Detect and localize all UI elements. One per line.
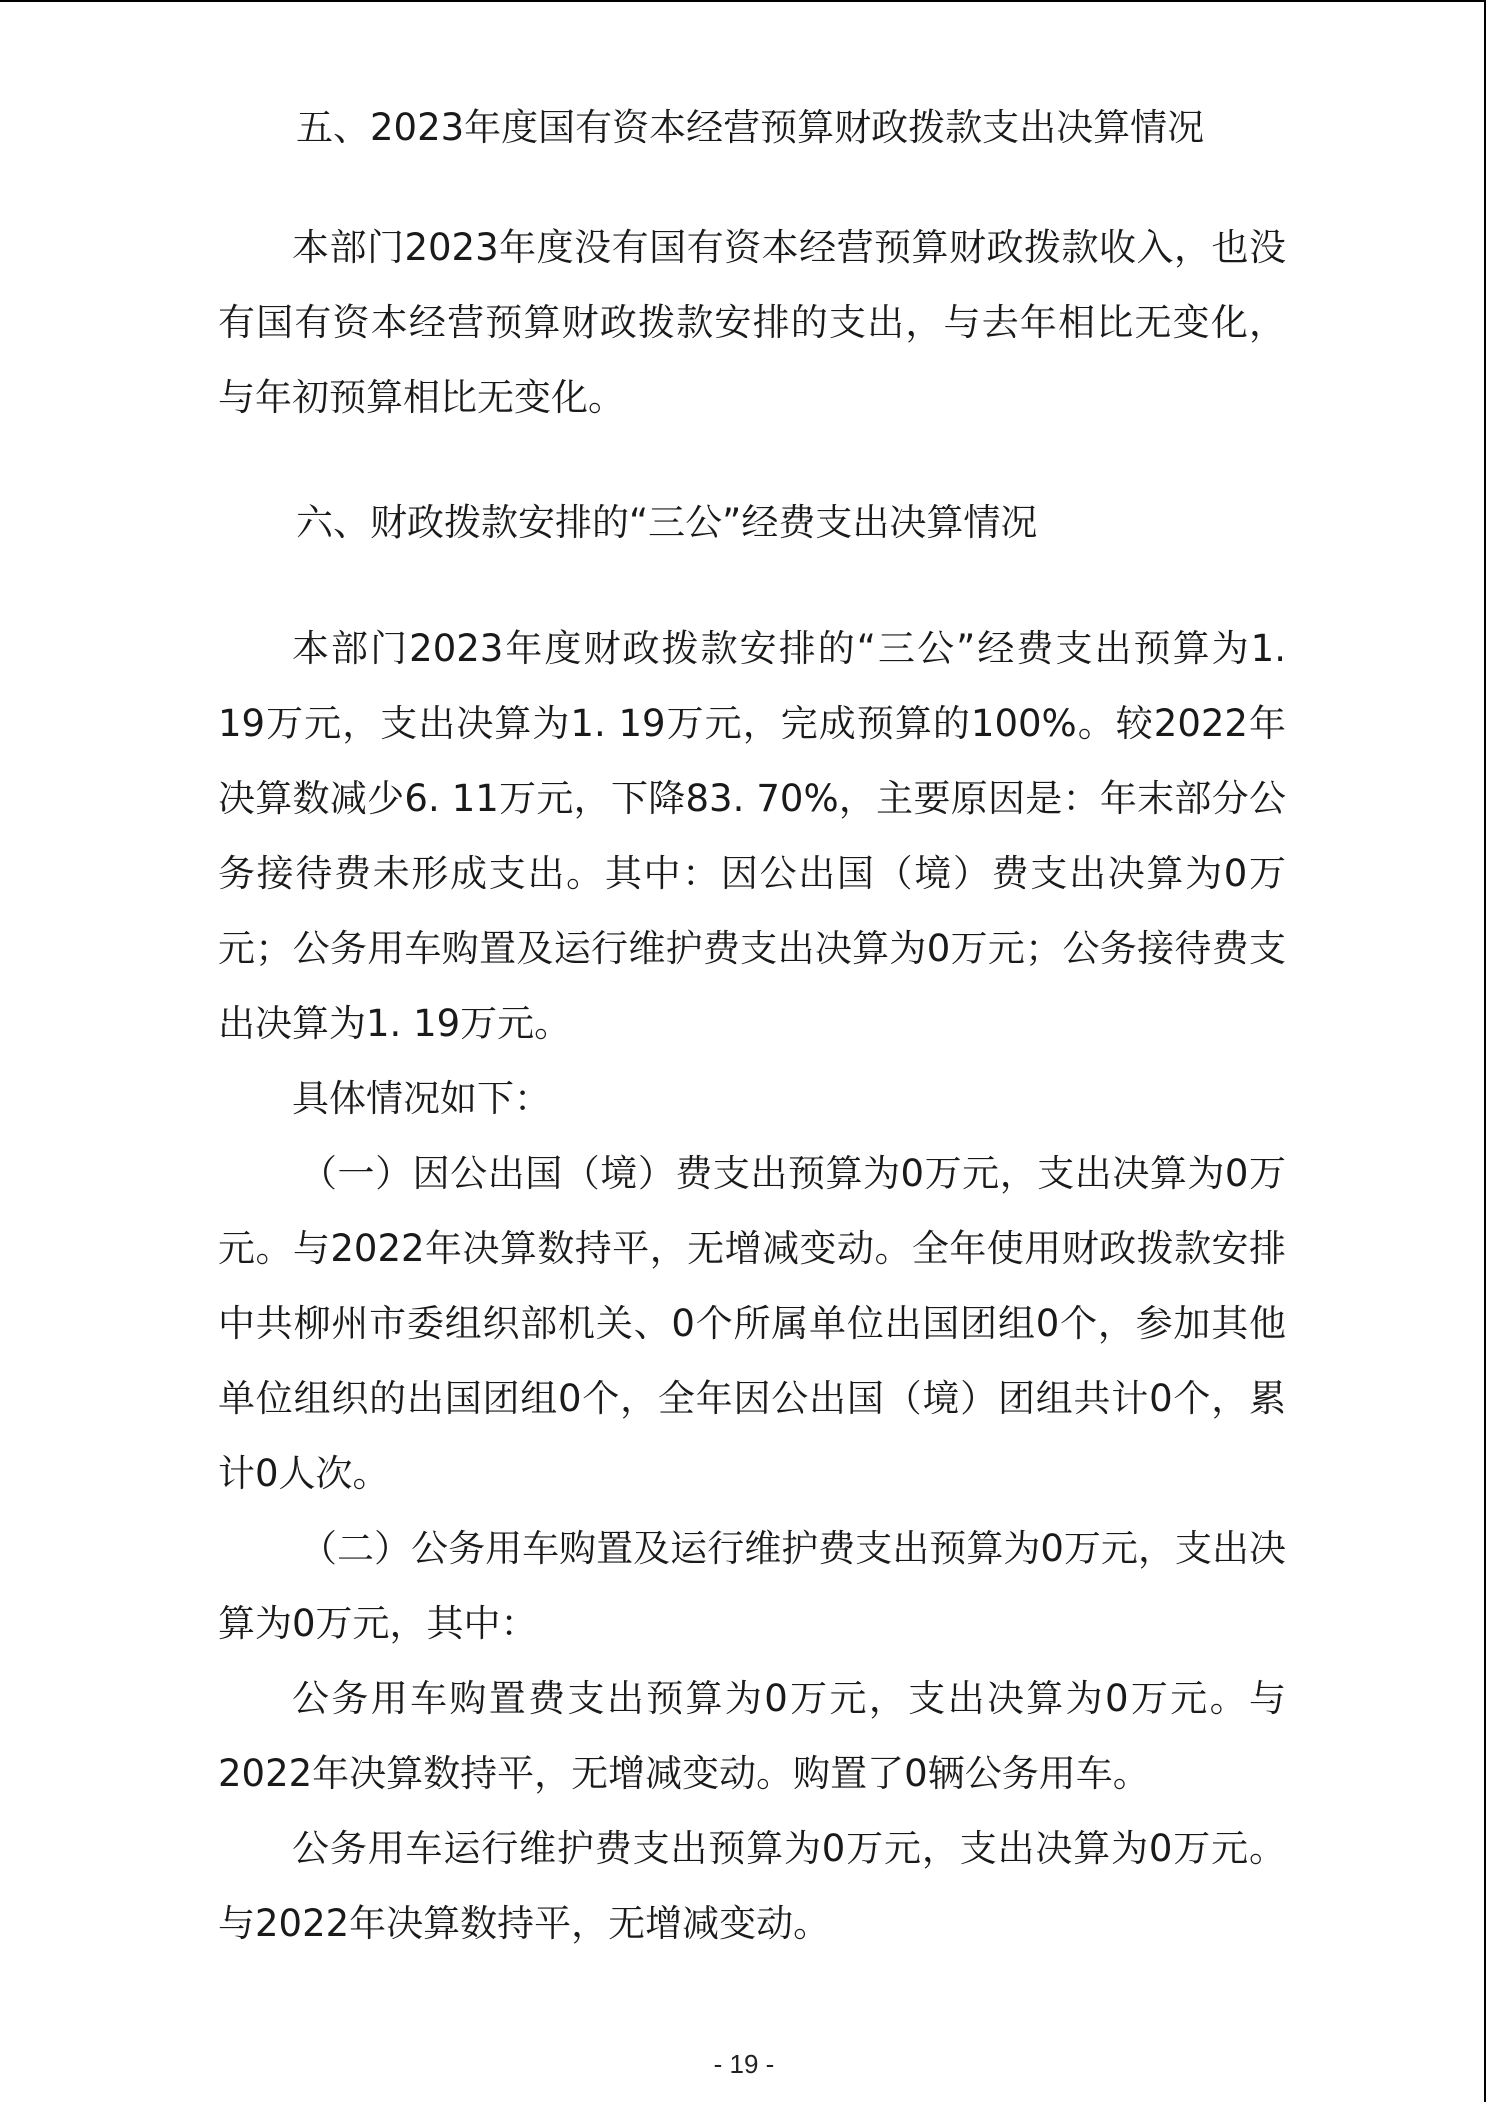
overseas-travel-paragraph: （一）因公出国（境）费支出预算为0万元，支出决算为0万元。与2022年决算数持平，无增减变动。全年使用财政拨款安排中共柳州市委组织部机关、0个所属单位出国团组0个，参加其他单位组织的出国团组0个，全年因公出国（境）团组共计0个，累计0人次。 (218, 1152, 1286, 1495)
page-content (218, 92, 1286, 1961)
section-6-summary-paragraph: 本部门2023年度财政拨款安排的“三公”经费支出预算为1. 19万元，支出决算为1. 19万元，完成预算的100%。较2022年决算数减少6. 11万元，下降83. 70%，主要原因是：年末部分公务接待费未形成支出。其中：因公出国（境）费支出决算为0万元；公务用车购置及运行维护费支出决算为0万元；公务接待费支出决算为1. 19万元。 (218, 627, 1286, 1045)
vehicle-maintenance-paragraph: 公务用车运行维护费支出预算为0万元，支出决算为0万元。与2022年决算数持平，无增减变动。 (218, 1827, 1286, 1945)
official-vehicle-paragraph: （二）公务用车购置及运行维护费支出预算为0万元，支出决算为0万元，其中： (218, 1527, 1286, 1645)
section-5-heading: 五、2023年度国有资本经营预算财政拨款支出决算情况 (296, 106, 1205, 149)
details-intro-paragraph: 具体情况如下： (292, 1077, 551, 1120)
section-5-paragraph: 本部门2023年度没有国有资本经营预算财政拨款收入，也没有国有资本经营预算财政拨款安排的支出，与去年相比无变化，与年初预算相比无变化。 (218, 226, 1286, 419)
vehicle-purchase-paragraph: 公务用车购置费支出预算为0万元，支出决算为0万元。与2022年决算数持平，无增减变动。购置了0辆公务用车。 (218, 1677, 1286, 1795)
page-number: - 19 - (713, 2049, 775, 2079)
section-6-heading: 六、财政拨款安排的“三公”经费支出决算情况 (296, 501, 1038, 544)
